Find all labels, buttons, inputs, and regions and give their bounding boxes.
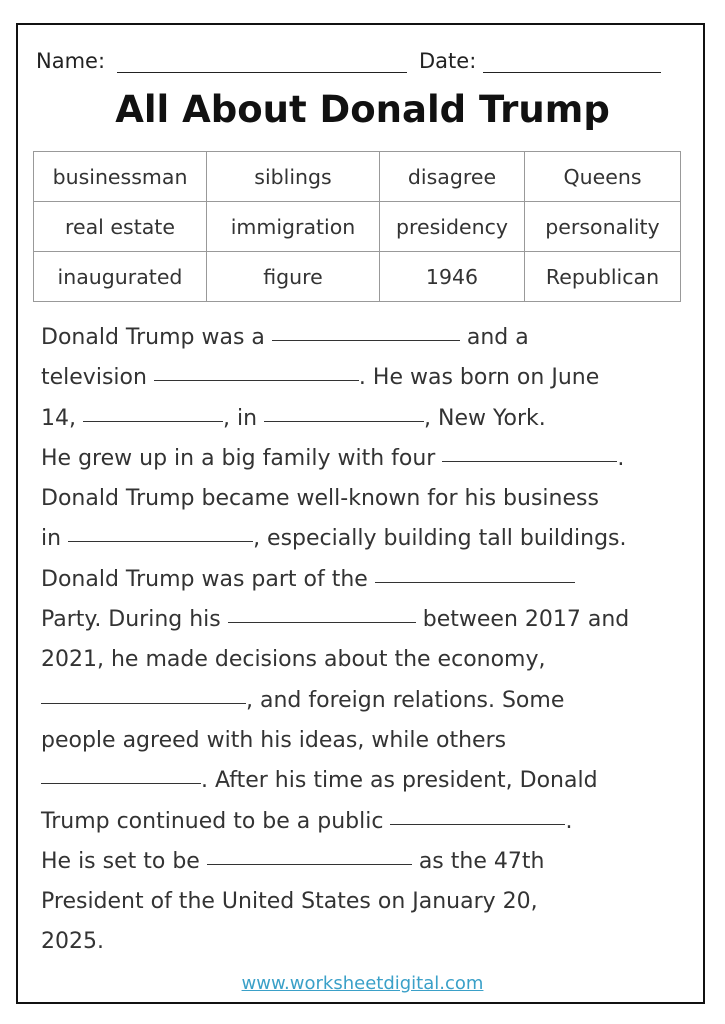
word-bank-cell: Queens [525, 152, 681, 202]
page-title: All About Donald Trump [115, 88, 610, 131]
passage-text: in [41, 526, 69, 552]
passage-text: . He was born on June [358, 365, 600, 391]
passage-text: . After his time as president, Donald [201, 768, 598, 794]
passage-text: Donald Trump became well-known for his business [41, 486, 599, 512]
word-bank-cell: inaugurated [34, 252, 207, 302]
answer-blank[interactable] [41, 702, 246, 704]
passage-line [41, 479, 691, 519]
passage-text: . [617, 445, 625, 471]
passage-text: , in [222, 405, 265, 431]
passage-line [41, 318, 691, 358]
passage-text: and a [459, 325, 529, 350]
passage-text: 14, [41, 405, 83, 431]
passage-line [41, 882, 691, 922]
word-bank-cell: figure [207, 252, 380, 302]
passage-text: 2025. [41, 929, 104, 955]
passage-text: Party. During his [41, 607, 228, 633]
passage-text: as the 47th [411, 848, 545, 874]
passage-line [41, 802, 691, 842]
answer-blank[interactable] [442, 460, 617, 462]
answer-blank[interactable] [390, 823, 565, 825]
passage-line [41, 358, 691, 398]
word-bank-row [34, 152, 681, 202]
passage-text: between 2017 and [415, 607, 630, 633]
passage-line [41, 600, 691, 640]
answer-blank[interactable] [272, 339, 460, 341]
word-bank-cell: immigration [207, 202, 380, 252]
word-bank-row [34, 202, 681, 252]
word-bank-cell: disagree [380, 152, 525, 202]
passage-text: Donald Trump was part of the [41, 566, 375, 592]
passage [41, 318, 691, 963]
passage-line [41, 842, 691, 882]
passage-line [41, 640, 691, 680]
passage-text: 2021, he made decisions about the economy, [41, 647, 546, 673]
word-bank-cell: Republican [525, 252, 681, 302]
answer-blank[interactable] [154, 379, 359, 381]
date-field[interactable] [483, 72, 661, 73]
passage-text: , especially building tall buildings. [253, 526, 627, 552]
passage-text: He grew up in a big family with four [41, 445, 443, 471]
name-label: Name: [36, 49, 106, 73]
passage-line [41, 519, 691, 559]
passage-line [41, 761, 691, 801]
passage-text: Trump continued to be a public [41, 808, 391, 834]
passage-text: He is set to be [41, 848, 207, 874]
word-bank-row [34, 252, 681, 302]
passage-line [41, 399, 691, 439]
passage-text: , and foreign relations. Some [246, 687, 565, 713]
answer-blank[interactable] [207, 863, 412, 865]
passage-text: , New York. [424, 405, 546, 431]
passage-text: President of the United States on January 20, [41, 889, 538, 915]
passage-text: . [565, 808, 573, 834]
passage-text: Donald Trump was a [41, 325, 272, 350]
footer-link[interactable]: www.worksheetdigital.com [241, 973, 484, 994]
passage-text: television [41, 365, 154, 391]
answer-blank[interactable] [264, 420, 424, 422]
word-bank-table [33, 151, 681, 302]
word-bank-cell: businessman [34, 152, 207, 202]
passage-line [41, 560, 691, 600]
name-field[interactable] [117, 72, 407, 73]
passage-line [41, 922, 691, 962]
answer-blank[interactable] [228, 621, 416, 623]
passage-line [41, 681, 691, 721]
answer-blank[interactable] [41, 782, 201, 784]
word-bank-cell: presidency [380, 202, 525, 252]
word-bank-cell: personality [525, 202, 681, 252]
word-bank-cell: siblings [207, 152, 380, 202]
passage-line [41, 721, 691, 761]
passage-line [41, 439, 691, 479]
header-row [36, 47, 676, 81]
passage-text: people agreed with his ideas, while others [41, 727, 507, 753]
answer-blank[interactable] [375, 581, 575, 583]
answer-blank[interactable] [83, 420, 223, 422]
answer-blank[interactable] [68, 540, 253, 542]
word-bank-cell: 1946 [380, 252, 525, 302]
word-bank-cell: real estate [34, 202, 207, 252]
date-label: Date: [419, 49, 477, 73]
